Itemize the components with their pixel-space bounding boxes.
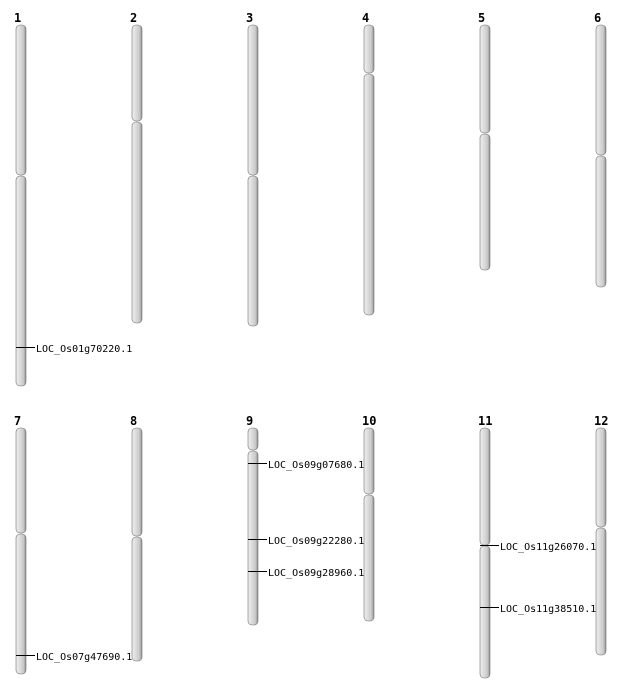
chromosome-number: 11 (478, 414, 493, 428)
chromosome-short-arm (364, 428, 374, 494)
chromosome-short-arm (248, 25, 258, 175)
chromosome-1 (14, 11, 132, 386)
chromosome-number: 2 (130, 11, 138, 25)
chromosome-long-arm (248, 451, 258, 625)
chromosome-short-arm (596, 25, 606, 155)
chromosome-number: 7 (14, 414, 22, 428)
chromosome-long-arm (364, 495, 374, 621)
chromosome-number: 10 (362, 414, 377, 428)
chromosome-8 (130, 414, 142, 661)
gene-label: LOC_Os09g22280.1 (268, 536, 365, 547)
chromosome-number: 5 (478, 11, 486, 25)
chromosome-short-arm (132, 25, 142, 121)
chromosome-long-arm (480, 134, 490, 270)
chromosome-short-arm (16, 25, 26, 175)
chromosome-7 (14, 414, 132, 674)
chromosome-number: 9 (246, 414, 254, 428)
gene-label: LOC_Os11g38510.1 (500, 604, 597, 615)
chromosome-number: 8 (130, 414, 138, 428)
chromosome-number: 12 (594, 414, 609, 428)
chromosome-number: 4 (362, 11, 370, 25)
chromosome-number: 1 (14, 11, 22, 25)
gene-label: LOC_Os09g28960.1 (268, 568, 365, 579)
chromosome-10 (362, 414, 376, 621)
chromosome-6 (594, 11, 606, 287)
chromosome-long-arm (596, 528, 606, 655)
chromosome-short-arm (480, 428, 490, 545)
chromosome-short-arm (364, 25, 374, 73)
chromosome-short-arm (596, 428, 606, 527)
chromosome-long-arm (364, 74, 374, 315)
chromosome-11 (478, 414, 596, 678)
gene-label: LOC_Os07g47690.1 (36, 652, 133, 663)
chromosome-long-arm (16, 534, 26, 674)
chromosome-long-arm (248, 176, 258, 326)
chromosome-short-arm (248, 428, 258, 450)
chromosome-long-arm (596, 156, 606, 287)
chromosome-4 (362, 11, 374, 315)
chromosome-long-arm (16, 176, 26, 386)
gene-label: LOC_Os01g70220.1 (36, 344, 133, 355)
chromosome-long-arm (132, 537, 142, 661)
chromosome-9 (246, 414, 364, 625)
chromosome-set (14, 11, 608, 678)
chromosome-long-arm (132, 122, 142, 323)
chromosome-short-arm (480, 25, 490, 133)
chromosome-3 (246, 11, 258, 326)
chromosome-number: 6 (594, 11, 602, 25)
gene-label: LOC_Os09g07680.1 (268, 460, 365, 471)
chromosome-5 (478, 11, 490, 270)
chromosome-2 (130, 11, 142, 323)
chromosome-long-arm (480, 546, 490, 678)
chromosome-12 (594, 414, 608, 655)
chromosome-short-arm (16, 428, 26, 533)
chromosome-short-arm (132, 428, 142, 536)
chromosome-number: 3 (246, 11, 254, 25)
gene-label: LOC_Os11g26070.1 (500, 542, 597, 553)
